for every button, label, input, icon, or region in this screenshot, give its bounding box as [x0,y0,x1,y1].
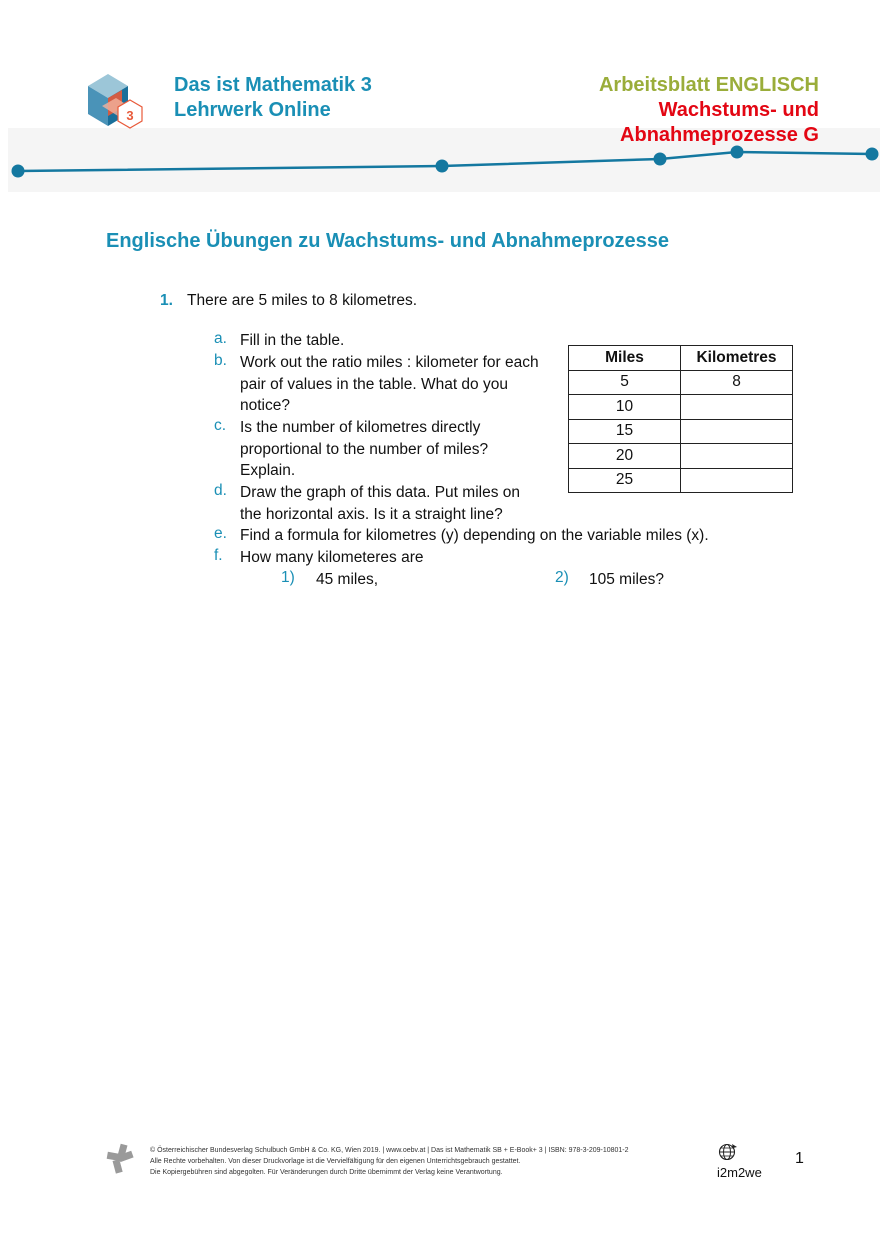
f-item-1-text: 45 miles, [316,571,379,588]
brand-line-1: Das ist Mathematik 3 [174,74,372,96]
timeline-dot [436,160,449,173]
f-item-2-num: 2) [555,569,569,586]
page-title: Englische Übungen zu Wachstums- und Abnahmeprozesse [106,230,670,252]
cell-kilometres[interactable]: 8 [681,370,793,395]
table-row [569,468,793,493]
task-text: There are 5 miles to 8 kilometres. [187,292,418,309]
header-timeline [0,140,890,185]
page-number: 1 [795,1150,804,1167]
online-code: i2m2we [717,1165,762,1180]
f-item-1-num: 1) [281,569,295,586]
subtask-d-text [240,482,520,525]
miles-km-table [568,345,793,493]
subtask-f-letter: f. [214,547,223,564]
subtask-a-text [240,330,344,352]
sheet-title-line-1: Wachstums- und [658,99,819,121]
f-item-2-text: 105 miles? [589,571,664,588]
cell-miles: 5 [569,370,681,395]
subtask-c-text [240,417,488,482]
subtask-e-text [240,525,709,547]
subtask-b-text [240,352,539,417]
cell-kilometres[interactable] [681,468,793,493]
timeline-dot [731,146,744,159]
footer-line-3: Die Kopiergebühren sind abgegolten. Für Veränderungen durch Dritte übernimmt der Verlag keine Verantwortung. [150,1169,503,1176]
table-row [569,370,793,395]
subtask-d-line: Draw the graph of this data. Put miles on [240,484,521,501]
table-row [569,395,793,420]
subtask-b-line: pair of values in the table. What do you [240,375,508,393]
subtask-b-line: notice? [240,397,290,414]
timeline-dot [654,153,667,166]
cube-logo-icon [80,70,160,132]
footer-line-2: Alle Rechte vorbehalten. Von dieser Druckvorlage ist die Vervielfältigung für den eigenen Unterrichtsgebrauch gestattet. [150,1158,521,1165]
subtask-b-line: Work out the ratio miles : kilometer for each [240,354,539,371]
timeline-dot [12,165,25,178]
subtask-e-line: Find a formula for kilometres (y) depending on the variable miles (x). [240,527,709,544]
sheet-type: Arbeitsblatt ENGLISCH [598,74,819,96]
header-miles: Miles [569,346,681,371]
sheet-title-line-2: Abnahmeprozesse G [620,124,819,146]
globe-icon[interactable] [718,1142,738,1162]
logo-number: 3 [126,108,134,123]
table-header-row [569,346,793,371]
brand-line-2: Lehrwerk Online [174,99,331,121]
cell-kilometres[interactable] [681,395,793,420]
subtask-b-letter: b. [214,352,227,369]
subtask-a-line: Fill in the table. [240,332,345,349]
cell-miles: 25 [569,468,681,493]
cell-miles: 15 [569,419,681,444]
header-kilometres: Kilometres [681,346,793,371]
subtask-c-line: proportional to the number of miles? [240,440,489,458]
task-number: 1. [160,292,173,309]
timeline-dot [866,148,879,161]
subtask-f-text [240,547,423,569]
subtask-a-letter: a. [214,330,227,347]
subtask-c-letter: c. [214,417,227,434]
cell-miles: 10 [569,395,681,420]
subtask-f-line: How many kilometeres are [240,549,424,566]
cell-miles: 20 [569,444,681,469]
subtask-c-line: Explain. [240,462,296,479]
brand-title [174,73,372,123]
subtask-e-letter: e. [214,525,227,542]
table-row [569,419,793,444]
footer-line-1: © Österreichischer Bundesverlag Schulbuch GmbH & Co. KG, Wien 2019. | www.oebv.at | Das ist Mathematik SB + E-Book+ 3 | ISBN: 978-3-209-10801-2 [150,1147,629,1154]
table-row [569,444,793,469]
cell-kilometres[interactable] [681,444,793,469]
subtask-d-line: the horizontal axis. Is it a straight line? [240,505,503,523]
publisher-logo-icon [104,1142,136,1174]
footer-copyright [150,1145,629,1178]
subtask-c-line: Is the number of kilometres directly [240,419,481,436]
subtask-d-letter: d. [214,482,227,499]
cell-kilometres[interactable] [681,419,793,444]
